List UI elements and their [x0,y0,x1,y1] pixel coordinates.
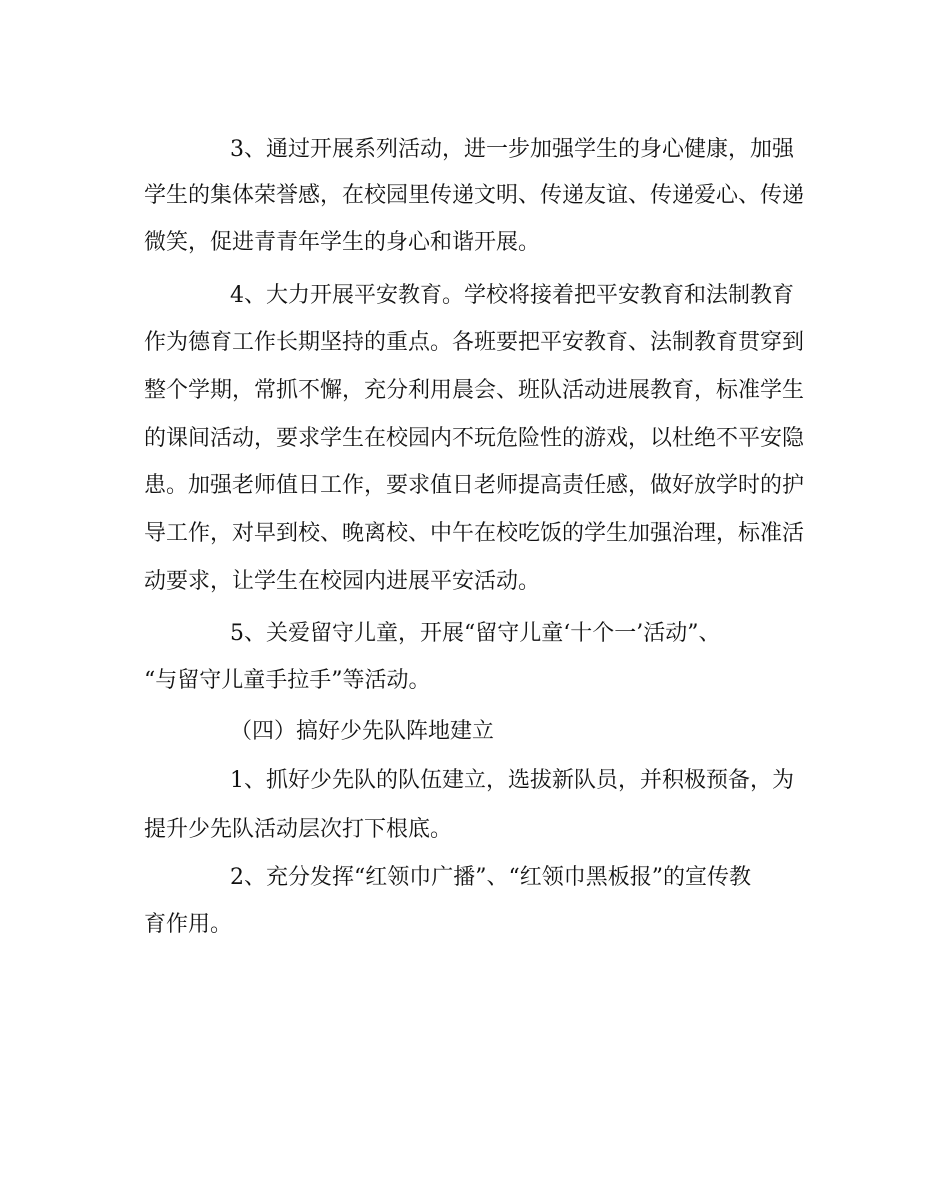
paragraph-3-line-1: 3、通过开展系列活动，进一步加强学生的身心健康，加强 [230,137,794,162]
paragraph-4-line-1: 4、大力开展平安教育。学校将接着把平安教育和法制教育 [230,283,794,308]
section-heading: （四）搞好少先队阵地建立 [230,719,495,744]
paragraph-4-line-6: 导工作，对早到校、晚离校、中午在校吃饭的学生加强治理，标准活 [144,521,805,546]
paragraph-3-line-2: 学生的集体荣誉感，在校园里传递文明、传递友谊、传递爱心、传递 [144,183,805,208]
paragraph-4-line-5: 患。加强老师值日工作，要求值日老师提高责任感，做好放学时的护 [144,473,805,498]
paragraph-5-line-2: “与留守儿童手拉手”等活动。 [144,668,431,693]
paragraph-4-line-2: 作为德育工作长期坚持的重点。各班要把平安教育、法制教育贯穿到 [144,330,805,355]
item-2-line-1: 2、充分发挥“红领巾广播”、“红领巾黑板报”的宣传教 [230,865,751,890]
item-1-line-2: 提升少先队活动层次打下根底。 [144,817,453,842]
paragraph-4-line-4: 的课间活动，要求学生在校园内不玩危险性的游戏，以杜绝不平安隐 [144,426,805,451]
paragraph-5-line-1: 5、关爱留守儿童，开展“留守儿童‘十个一’活动”、 [230,621,721,646]
paragraph-3-line-3: 微笑，促进青青年学生的身心和谐开展。 [144,230,541,255]
paragraph-4-line-7: 动要求，让学生在校园内进展平安活动。 [144,569,541,594]
item-2-line-2: 育作用。 [144,912,233,937]
paragraph-4-line-3: 整个学期，常抓不懈，充分利用晨会、班队活动进展教育，标准学生 [144,378,805,403]
item-1-line-1: 1、抓好少先队的队伍建立，选拔新队员，并积极预备，为 [230,768,794,793]
